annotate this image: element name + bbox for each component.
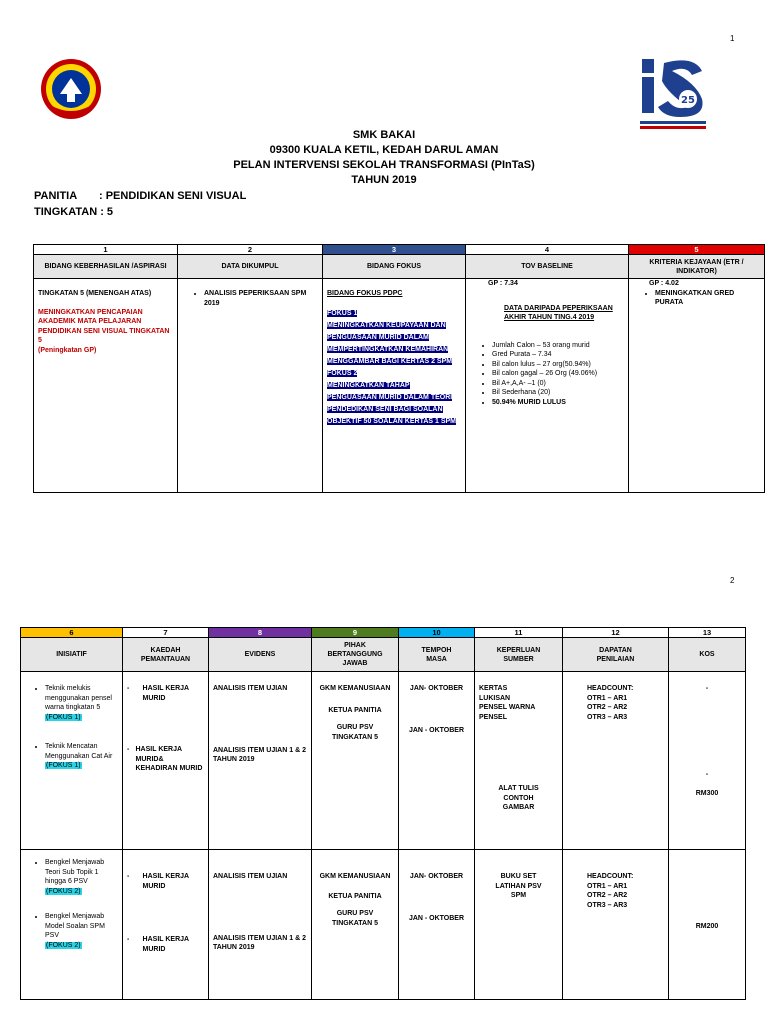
dapatan-line: OTR2 – AR2 bbox=[587, 704, 628, 711]
kaedah-text: HASIL KERJA MURID bbox=[142, 685, 189, 702]
table-row: • Bengkel Menjawab Teori Sub Topik 1 hingga 6 PSV (FOKUS 2) • Bengkel Menjawab Model Soalan SPM PSV (FOKUS 2) - HASIL KERJA MURID - HASIL KERJA MURID ANALISIS ITEM UJIAN ANALISIS ITEM UJIAN 1 & 2 TAHUN 2019 GKM KEMANUSIAAN KETUA PANITIA GURU PSV TINGKATAN 5 JAN- OKTOBER JAN - OKTOBER BUKU SET LATIHAN PSV SPM HEADCOUNT: OTR1 – AR1 OTR2 – AR2 OTR3 – AR3 RM200 bbox=[21, 850, 746, 1000]
list-item: • Gred Purata – 7.34 bbox=[492, 350, 624, 360]
evidens-text: ANALISIS ITEM UJIAN 1 & 2 TAHUN 2019 bbox=[213, 934, 306, 951]
pihak-text: GURU PSV TINGKATAN 5 bbox=[331, 724, 379, 741]
col-number: 9 bbox=[312, 628, 399, 638]
kaedah-text: HASIL KERJA MURID& KEHADIRAN MURID bbox=[135, 746, 203, 772]
header-pihak-bertanggungjawab: PIHAK BERTANGGUNG JAWAB bbox=[312, 638, 399, 672]
panitia-label: PANITIA bbox=[34, 190, 78, 202]
kaedah-text: HASIL KERJA MURID bbox=[142, 873, 189, 890]
list-item: • Jumlah Calon – 53 orang murid bbox=[492, 341, 624, 351]
list-item bbox=[45, 858, 118, 896]
header-dapatan-penilaian: DAPATAN PENILAIAN bbox=[563, 638, 669, 672]
dapatan-line: OTR3 – AR3 bbox=[587, 713, 628, 721]
page-number: 1 bbox=[730, 34, 735, 43]
list-item: • 50.94% MURID LULUS bbox=[492, 398, 624, 408]
aspirasi-sub: (Peningkatan GP) bbox=[38, 346, 97, 354]
list-item bbox=[45, 912, 118, 950]
header-kriteria-kejayaan: KRITERIA KEJAYAAN (ETR / INDIKATOR) bbox=[629, 255, 765, 279]
kos-text: - bbox=[705, 685, 709, 692]
evidens-text: ANALISIS ITEM UJIAN 1 & 2 TAHUN 2019 bbox=[213, 746, 306, 763]
plan-title: PELAN INTERVENSI SEKOLAH TRANSFORMASI (PInTaS) bbox=[233, 159, 535, 171]
col-number: 3 bbox=[323, 245, 466, 255]
list-item: • MENINGKATKAN GRED PURATA bbox=[655, 289, 760, 308]
fokus-tag: (FOKUS 2) bbox=[46, 941, 81, 949]
tingkatan-title: TINGKATAN 5 (MENENGAH ATAS) bbox=[38, 290, 152, 297]
inisiatif-text: Bengkel Menjawab Teori Sub Topik 1 hingga 6 PSV bbox=[45, 859, 105, 885]
col-number: 5 bbox=[629, 245, 765, 255]
pihak-text: KETUA PANITIA bbox=[328, 706, 382, 714]
col-number: 8 bbox=[209, 628, 312, 638]
col-number: 6 bbox=[21, 628, 123, 638]
kaedah-text: HASIL KERJA MURID bbox=[142, 936, 189, 953]
svg-text:25: 25 bbox=[681, 95, 695, 106]
plan-year: TAHUN 2019 bbox=[351, 174, 417, 186]
inisiatif-text: Teknik melukis menggunakan pensel warna tingkatan 5 bbox=[45, 685, 112, 711]
fokus-tag: (FOKUS 2) bbox=[46, 887, 81, 895]
aspirasi-text: MENINGKATKAN PENCAPAIAN AKADEMIK MATA PELAJARAN PENDIDIKAN SENI VISUAL TINGKATAN 5 bbox=[38, 308, 170, 344]
tempoh-text: JAN- OKTOBER bbox=[409, 685, 464, 692]
school-crest-logo bbox=[40, 58, 102, 120]
header-inisiatif: INISIATIF bbox=[21, 638, 123, 672]
list-item: • ANALISIS PEPERIKSAAN SPM 2019 bbox=[204, 289, 318, 308]
data-dikumpul-cell bbox=[178, 279, 323, 493]
intervention-table-1 bbox=[33, 244, 765, 493]
dapatan-line: HEADCOUNT: bbox=[587, 685, 634, 692]
dapatan-line: OTR1 – AR1 bbox=[587, 694, 628, 702]
list-item bbox=[45, 742, 118, 771]
header-kos: KOS bbox=[669, 638, 746, 672]
tempoh-text: JAN - OKTOBER bbox=[408, 726, 465, 734]
pihak-text: GURU PSV TINGKATAN 5 bbox=[331, 910, 379, 927]
col-number: 10 bbox=[399, 628, 475, 638]
header-bidang-fokus: BIDANG FOKUS bbox=[323, 255, 466, 279]
header-evidens: EVIDENS bbox=[209, 638, 312, 672]
list-item: • Bil calon gagal – 26 Org (49.06%) bbox=[492, 369, 624, 379]
col-number: 11 bbox=[475, 628, 563, 638]
fokus-2-label: FOKUS 2 bbox=[327, 369, 358, 377]
col-number: 7 bbox=[123, 628, 209, 638]
list-item: • Bil calon lulus – 27 org(50.94%) bbox=[492, 360, 624, 370]
fokus-2-text: MENINGKATKAN TAHAP PENGUASAAN MURID DALAM TEORI PENDEDIKAN SENI BAGI SOALAN OBJEKTIF 50 SOALAN KERTAS 1 SPM bbox=[327, 381, 457, 425]
bidang-fokus-cell bbox=[323, 279, 466, 493]
col-number: 12 bbox=[563, 628, 669, 638]
sumber-text: ALAT TULIS CONTOH GAMBAR bbox=[498, 785, 539, 811]
tempoh-text: JAN - OKTOBER bbox=[408, 914, 465, 922]
col-number: 4 bbox=[466, 245, 629, 255]
bidang-fokus-title: BIDANG FOKUS PDPC bbox=[327, 290, 403, 297]
evidens-text: ANALISIS ITEM UJIAN bbox=[213, 685, 288, 692]
fokus-1-text: MENINGKATKAN KEUPAYAAN DAN PENGUASAAN MURID DALAM MEMPERTINGKATKAN KEMAHIRAN MENGGAMBAR BAGI KERTAS 2 SPM bbox=[327, 321, 453, 365]
kos-text: RM200 bbox=[695, 923, 719, 930]
inisiatif-text: Teknik Mencatan Menggunakan Cat Air bbox=[45, 743, 113, 760]
kriteria-kejayaan-cell bbox=[629, 279, 765, 493]
list-item bbox=[45, 684, 118, 722]
inisiatif-text: Bengkel Menjawab Model Soalan SPM PSV bbox=[45, 913, 105, 939]
panitia-value: : PENDIDIKAN SENI VISUAL bbox=[99, 190, 247, 202]
dapatan-line: HEADCOUNT: bbox=[587, 873, 634, 880]
sumber-text: KERTAS LUKISAN PENSEL WARNA PENSEL bbox=[479, 685, 536, 721]
fokus-1-label: FOKUS 1 bbox=[327, 309, 358, 317]
evidens-text: ANALISIS ITEM UJIAN bbox=[213, 873, 288, 880]
target-gp: GP : 4.02 bbox=[649, 280, 679, 287]
school-address: 09300 KUALA KETIL, KEDAH DARUL AMAN bbox=[269, 144, 499, 156]
header-bidang-keberhasilan: BIDANG KEBERHASILAN /ASPIRASI bbox=[34, 255, 178, 279]
bidang-keberhasilan-cell bbox=[34, 279, 178, 493]
dapatan-line: OTR2 – AR2 bbox=[587, 892, 628, 899]
table-row: • Teknik melukis menggunakan pensel warna tingkatan 5 (FOKUS 1) • Teknik Mencatan Menggunakan Cat Air (FOKUS 1) - HASIL KERJA MURID - HASIL KERJA MURID& KEHADIRAN MURID ANALISIS ITEM UJIAN ANALISIS ITEM UJIAN 1 & 2 TAHUN 2019 GKM KEMANUSIAAN KETUA PANITIA GURU PSV TINGKATAN 5 JAN- OKTOBER JAN - OKTOBER KERTAS LUKISAN PENSEL WARNA PENSEL ALAT TULIS CONTOH GAMBAR HEADCOUNT: OTR1 – AR1 OTR2 – AR2 OTR3 – AR3 - - RM300 bbox=[21, 672, 746, 850]
col-number: 13 bbox=[669, 628, 746, 638]
intervention-table-2 bbox=[20, 627, 746, 1000]
page-number: 2 bbox=[730, 576, 735, 585]
dapatan-line: OTR3 – AR3 bbox=[587, 901, 628, 909]
tov-gp: GP : 7.34 bbox=[488, 280, 518, 287]
header-data-dikumpul: DATA DIKUMPUL bbox=[178, 255, 323, 279]
sumber-text: BUKU SET LATIHAN PSV SPM bbox=[495, 873, 542, 899]
tov-baseline-cell bbox=[466, 279, 629, 493]
header-tempoh-masa: TEMPOH MASA bbox=[399, 638, 475, 672]
pihak-text: KETUA PANITIA bbox=[328, 892, 382, 900]
dapatan-line: OTR1 – AR1 bbox=[587, 882, 628, 890]
tov-data-source: DATA DARIPADA PEPERIKSAAN AKHIR TAHUN TING.4 2019 bbox=[504, 304, 613, 321]
pihak-text: GKM KEMANUSIAAN bbox=[319, 685, 391, 692]
school-name: SMK BAKAI bbox=[352, 129, 416, 141]
header-tov-baseline: TOV BASELINE bbox=[466, 255, 629, 279]
col-number: 2 bbox=[178, 245, 323, 255]
header-kaedah-pemantauan: KAEDAH PEMANTAUAN bbox=[123, 638, 209, 672]
header-keperluan-sumber: KEPERLUAN SUMBER bbox=[475, 638, 563, 672]
tingkatan: TINGKATAN : 5 bbox=[34, 206, 114, 218]
list-item: • Bil Sederhana (20) bbox=[492, 388, 624, 398]
col-number: 1 bbox=[34, 245, 178, 255]
tempoh-text: JAN- OKTOBER bbox=[409, 873, 464, 880]
kos-text: RM300 bbox=[695, 790, 719, 797]
ts25-logo bbox=[636, 55, 710, 133]
list-item: • Bil A+,A,A- –1 (0) bbox=[492, 379, 624, 389]
fokus-tag: (FOKUS 1) bbox=[46, 713, 81, 721]
fokus-tag: (FOKUS 1) bbox=[46, 762, 81, 769]
kos-text: - bbox=[705, 770, 709, 778]
pihak-text: GKM KEMANUSIAAN bbox=[319, 873, 391, 880]
